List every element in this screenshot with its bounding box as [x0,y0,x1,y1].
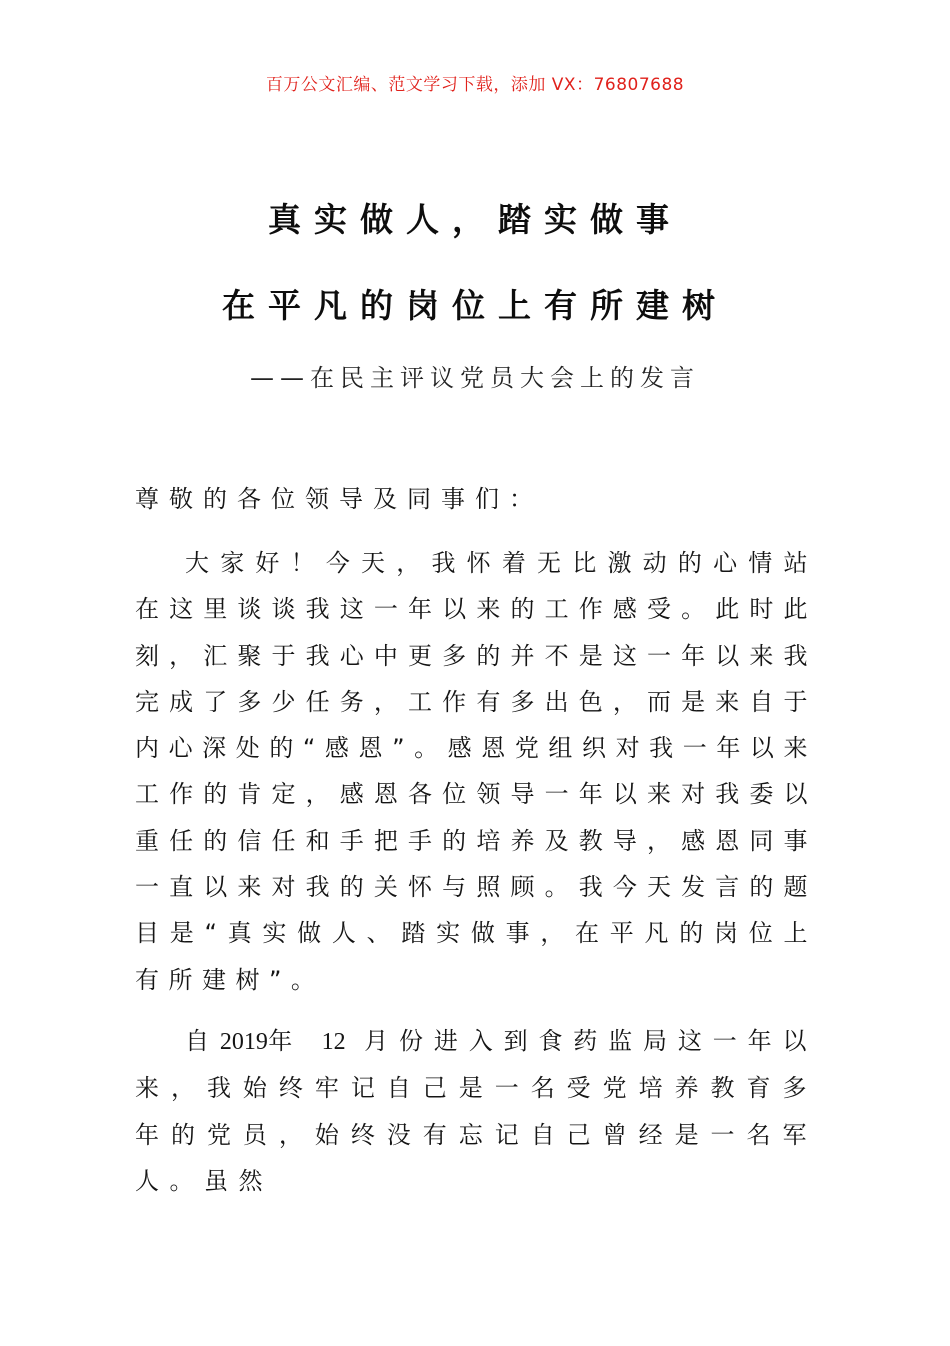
paragraph-2-year-unit: 年 [267,1027,304,1055]
watermark-header: 百万公文汇编、范文学习下载，添加 VX：76807688 [265,75,685,95]
paragraph-1: 大家好！今天，我怀着无比激动的心情站在这里谈谈我这一年以来的工作感受。此时此刻，汇聚于我心中更多的并不是这一年以来我完成了多少任务，工作有多出色，而是来自于内心深处的“感恩”。感恩党组织对我一年以来工作的肯定，感恩各位领导一年以来对我委以重任的信任和手把手的培养及教导，感恩同事一直以来对我的关怀与照顾。我今天发言的题目是“真实做人、踏实做事，在平凡的岗位上有所建树”。 [135,549,817,994]
salutation: 尊敬的各位领导及同事们： [135,485,543,513]
document-subtitle: ——在民主评议党员大会上的发言 [250,364,700,392]
paragraph-2-month: 12 [321,1029,346,1055]
paragraph-2 [135,1018,817,1204]
document-title-line-2: 在平凡的岗位上有所建树 [222,286,728,325]
paragraph-2-year: 2019 [219,1029,268,1055]
document-title-line-1: 真实做人，踏实做事 [268,200,682,239]
paragraph-2-rest: 月份进入到食药监局这一年以来，我始终牢记自己是一名受党培养教育多年的党员，始终没有忘记自己曾经是一名军人。虽然 [135,1027,817,1195]
paragraph-2-prefix: 自 [185,1027,220,1055]
